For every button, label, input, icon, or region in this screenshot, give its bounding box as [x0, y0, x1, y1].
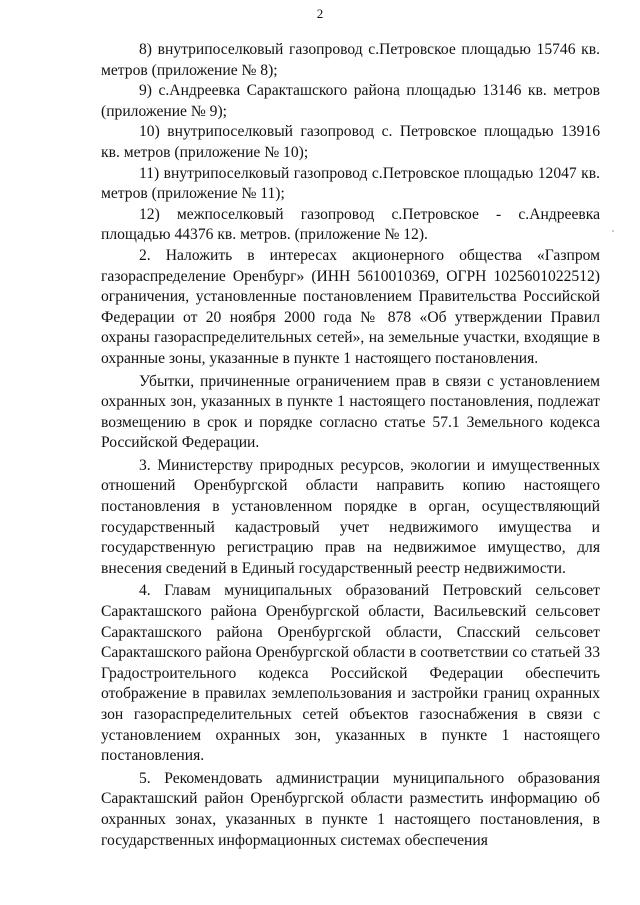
- clause-2: 2. Наложить в интересах акционерного общества «Газпром газораспределение Оренбург» (ИНН 5610010369, ОГРН 1025601022512) ограничения, установленные постановлением Правительства Российской Федерации от 20 ноября 2000 года № 878 «Об утверждении Правил охраны газораспределительных сетей», на земельные участки, входящие в охранные зоны, указанные в пункте 1 настоящего постановления.: [101, 246, 600, 367]
- list-item-8: 8) внутрипоселковый газопровод с.Петровское площадью 15746 кв. метров (приложение № 8);: [101, 41, 600, 79]
- clause-4: 4. Главам муниципальных образований Петровский сельсовет Саракташского района Оренбургской области, Васильевский сельсовет Саракташского района Оренбургской области, Спасский сельсовет Саракташского района Оренбургской области в соответствии со статьей 33 Градостроительного кодекса Российской Федерации обеспечить отображение в правилах землепользования и застройки границ охранных зон газораспределительных сетей объектов газоснабжения в связи с установлением охранных зон, указанных в пункте 1 настоящего постановления.: [101, 582, 601, 765]
- scan-speck: [612, 230, 614, 232]
- clause-3: 3. Министерству природных ресурсов, экологии и имущественных отношений Оренбургской области направить копию настоящего постановления в установленном порядке в орган, осуществляющий государственный кадастровый учет недвижимого имущества и государственную регистрацию прав на недвижимое имущество, для внесения сведений в Единый государственный реестр недвижимости.: [101, 456, 600, 577]
- clause-2-losses: Убытки, причиненные ограничением прав в связи с установлением охранных зон, указанных в пункте 1 настоящего постановления, подлежат возмещению в срок и порядке согласно статье 57.1 Земельного кодекса Российской Федерации.: [101, 372, 600, 452]
- list-item-11: 11) внутрипоселковый газопровод с.Петровское площадью 12047 кв. метров (приложение № 11);: [101, 164, 600, 203]
- list-item-12: 12) межпоселковый газопровод с.Петровское - с.Андреевка площадью 44376 кв. метров. (приложение № 12).: [101, 205, 600, 244]
- page-number: 2: [316, 6, 324, 21]
- clause-5: 5. Рекомендовать администрации муниципального образования Саракташский район Оренбургской области разместить информацию об охранных зонах, указанных в пункте 1 настоящего постановления, в государственных информационных системах обеспечения: [101, 769, 600, 849]
- document-body: [101, 40, 600, 851]
- list-item-10: 10) внутрипоселковый газопровод с. Петровское площадью 13916 кв. метров (приложение № 10);: [101, 123, 600, 161]
- list-item-9: 9) с.Андреевка Саракташского района площадью 13146 кв. метров (приложение № 9);: [101, 82, 600, 120]
